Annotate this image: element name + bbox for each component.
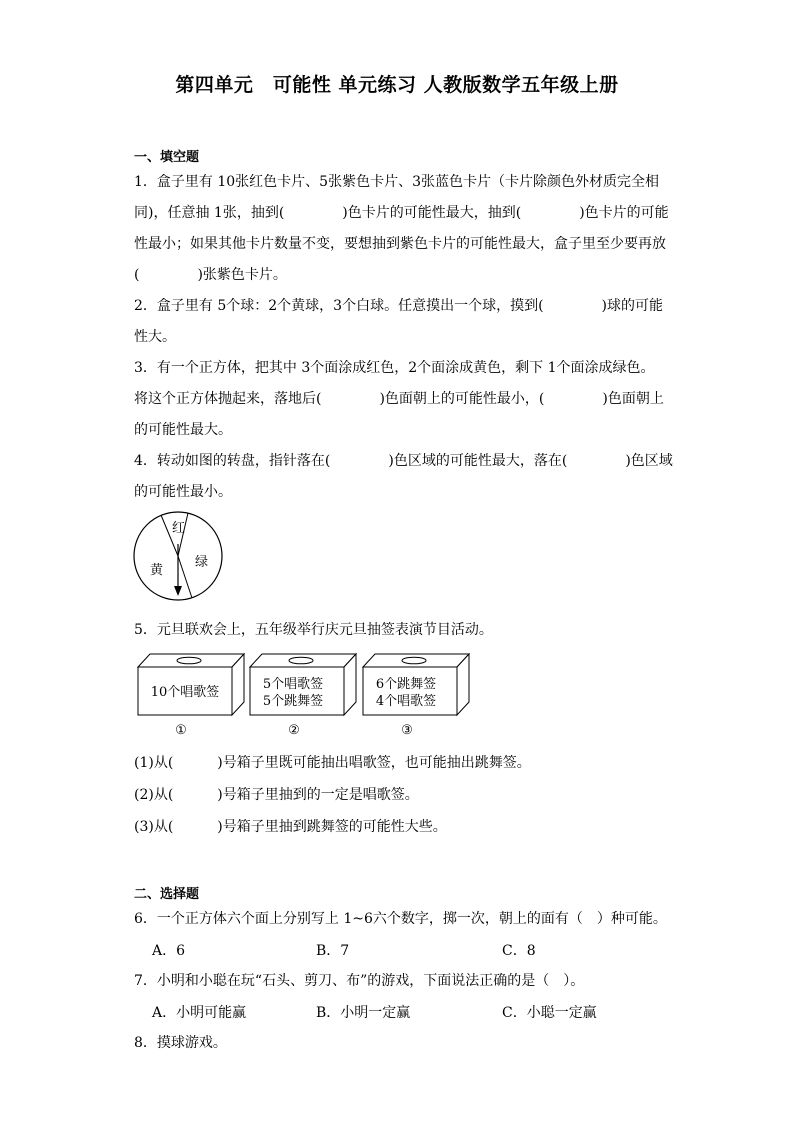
box-2-label-line-1: 5个唱歌签 [262, 677, 324, 692]
arrow-head-icon [174, 586, 182, 596]
option-b[interactable]: B．小明一定赢 [316, 1005, 411, 1021]
q1-line-1: 1．盒子里有 10张红色卡片、5张紫色卡片、3张蓝色卡片（卡片除颜色外材质完全相 [134, 174, 659, 190]
q3-line-1: 3．有一个正方体，把其中 3个面涂成红色，2个面涂成黄色，剩下 1个面涂成绿色。 [134, 360, 655, 376]
spinner-figure [132, 510, 228, 606]
option-a[interactable]: A．6 [152, 943, 186, 959]
q5-intro: 5．元旦联欢会上，五年级举行庆元旦抽签表演节目活动。 [134, 622, 493, 638]
q2-line-2: 性大。 [134, 329, 176, 345]
q4-line-2: 的可能性最小。 [134, 484, 232, 500]
q6-text: 6．一个正方体六个面上分别写上 1~6六个数字，掷一次，朝上的面有（ ）种可能。 [134, 911, 667, 927]
spinner-label-yellow: 黄 [150, 563, 164, 578]
page-title: 第四单元 可能性 单元练习 人教版数学五年级上册 [175, 74, 619, 96]
q2-line-1: 2．盒子里有 5个球：2个黄球，3个白球。任意摸出一个球，摸到( )球的可能 [134, 298, 664, 314]
box-2-label-line-2: 5个跳舞签 [262, 694, 324, 709]
q5-sub-1: (1)从( )号箱子里既可能抽出唱歌签，也可能抽出跳舞签。 [134, 755, 531, 771]
q3-line-3: 的可能性最大。 [134, 422, 232, 438]
box-3-label-line-2: 4个唱歌签 [375, 694, 437, 709]
box-2-number: ② [288, 723, 300, 738]
q1-line-4: ( )张紫色卡片。 [134, 267, 287, 283]
q1-line-2: 同)，任意抽 1张，抽到( )色卡片的可能性最大，抽到( )色卡片的可能 [134, 205, 669, 221]
box-1-label: 10个唱歌签 [150, 685, 220, 700]
q4-line-1: 4．转动如图的转盘，指针落在( )色区域的可能性最大，落在( )色区域 [134, 453, 673, 469]
q8-text: 8．摸球游戏。 [134, 1035, 227, 1051]
option-c[interactable]: C．小聪一定赢 [502, 1005, 597, 1021]
lottery-boxes-figure [134, 650, 474, 740]
box-3-label-line-1: 6个跳舞签 [375, 677, 437, 692]
box-3-number: ③ [401, 723, 413, 738]
box-1-number: ① [175, 723, 187, 738]
section-heading-multiple-choice: 二、选择题 [134, 887, 200, 902]
spinner-label-red: 红 [172, 521, 186, 536]
q5-sub-3: (3)从( )号箱子里抽到跳舞签的可能性大些。 [134, 819, 447, 835]
lottery-box-1 [138, 654, 244, 738]
lottery-box-3 [363, 654, 469, 738]
option-a[interactable]: A．小明可能赢 [152, 1005, 247, 1021]
section-heading-fill-in: 一、填空题 [134, 150, 200, 165]
option-b[interactable]: B．7 [316, 943, 350, 959]
option-c[interactable]: C．8 [502, 943, 536, 959]
spinner-label-green: 绿 [195, 555, 209, 570]
q3-line-2: 将这个正方体抛起来，落地后( )色面朝上的可能性最小，( )色面朝上 [134, 391, 664, 407]
q5-sub-2: (2)从( )号箱子里抽到的一定是唱歌签。 [134, 787, 419, 803]
q7-text: 7．小明和小聪在玩“石头、剪刀、布”的游戏，下面说法正确的是（ ）。 [134, 973, 585, 989]
spinner-divider [178, 556, 192, 598]
lottery-box-2 [250, 654, 356, 738]
q1-line-3: 性最小；如果其他卡片数量不变，要想抽到紫色卡片的可能性最大，盒子里至少要再放 [134, 236, 666, 252]
